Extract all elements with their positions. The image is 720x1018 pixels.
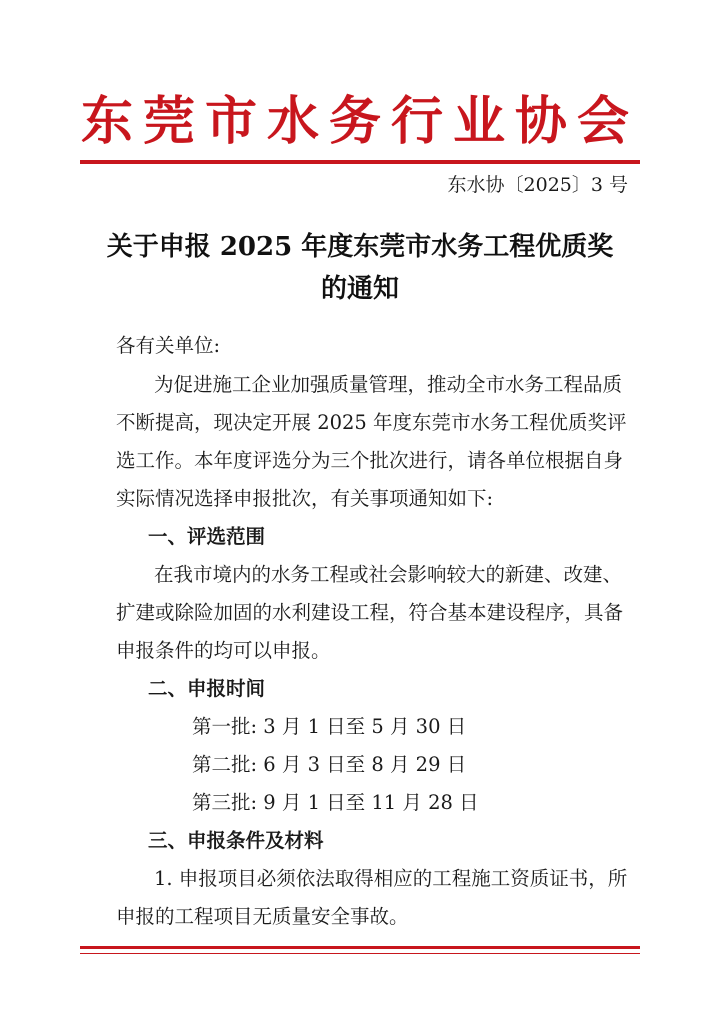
batch-item: 第一批: 3 月 1 日至 5 月 30 日 — [192, 715, 467, 738]
scope-line: 在我市境内的水务工程或社会影响较大的新建、改建、 — [154, 563, 623, 586]
notice-title-line-2: 的通知 — [320, 274, 399, 304]
intro-line: 实际情况选择申报批次，有关事项通知如下: — [116, 487, 494, 510]
conditions-line: 申报的工程项目无质量安全事故。 — [116, 905, 409, 928]
section-heading-scope: 一、评选范围 — [148, 525, 266, 548]
document-number: 东水协〔2025〕3 号 — [447, 174, 628, 196]
batch-item: 第三批: 9 月 1 日至 11 月 28 日 — [192, 791, 479, 814]
notice-title-line-1: 关于申报 2025 年度东莞市水务工程优质奖 — [106, 232, 614, 262]
scope-line: 申报条件的均可以申报。 — [116, 639, 331, 662]
footer-red-rule-thin — [80, 953, 640, 954]
section-heading-time: 二、申报时间 — [148, 677, 266, 700]
intro-line: 选工作。本年度评选分为三个批次进行，请各单位根据自身 — [116, 449, 624, 472]
section-heading-conditions: 三、申报条件及材料 — [148, 829, 324, 852]
intro-line: 不断提高，现决定开展 2025 年度东莞市水务工程优质奖评 — [116, 411, 627, 434]
organization-name: 东莞市水务行业协会 — [80, 91, 639, 152]
batch-item: 第二批: 6 月 3 日至 8 月 29 日 — [192, 753, 467, 776]
intro-line: 为促进施工企业加强质量管理，推动全市水务工程品质 — [154, 373, 623, 396]
footer-red-rule-thick — [80, 946, 640, 949]
salutation: 各有关单位: — [116, 334, 221, 357]
header-red-rule — [80, 160, 640, 164]
conditions-line: 1. 申报项目必须依法取得相应的工程施工资质证书，所 — [154, 867, 628, 890]
scope-line: 扩建或除险加固的水利建设工程，符合基本建设程序，具备 — [116, 601, 624, 624]
